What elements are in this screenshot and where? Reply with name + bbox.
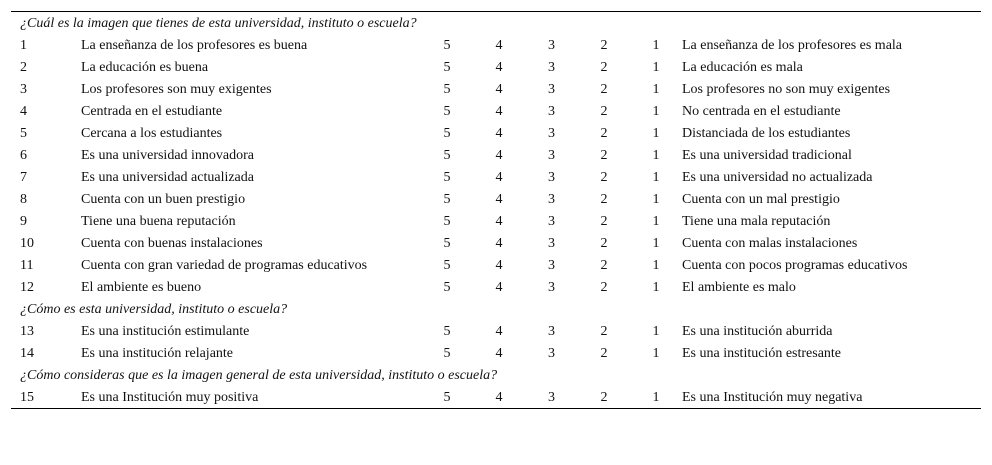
positive-statement: Cercana a los estudiantes (81, 126, 223, 141)
score-option: 2 (600, 82, 608, 97)
table-row (11, 188, 981, 210)
negative-statement: La educación es mala (682, 60, 803, 75)
score-option: 2 (600, 280, 608, 295)
score-option: 1 (652, 60, 660, 75)
section-title: ¿Cómo consideras que es la imagen general de esta universidad, instituto o escuela? (20, 368, 498, 383)
score-option: 2 (600, 324, 608, 339)
score-option: 5 (443, 280, 451, 295)
score-option: 3 (548, 258, 555, 273)
score-option: 2 (600, 104, 608, 119)
score-option: 1 (652, 126, 660, 141)
score-option: 1 (652, 390, 660, 405)
score-option: 5 (443, 324, 451, 339)
score-option: 3 (548, 346, 555, 361)
positive-statement: Centrada en el estudiante (81, 104, 223, 119)
item-number: 11 (20, 258, 34, 273)
score-option: 2 (600, 236, 608, 251)
score-option: 2 (600, 258, 608, 273)
item-number: 10 (20, 236, 34, 251)
score-option: 2 (600, 38, 608, 53)
score-option: 3 (548, 324, 555, 339)
score-option: 2 (600, 346, 608, 361)
table-row (11, 210, 981, 232)
item-number: 7 (20, 170, 27, 185)
table-row (11, 56, 981, 78)
positive-statement: La enseñanza de los profesores es buena (81, 38, 308, 53)
score-option: 3 (548, 148, 555, 163)
score-option: 5 (443, 60, 451, 75)
score-option: 5 (443, 104, 451, 119)
score-option: 4 (495, 390, 503, 405)
table-row (11, 232, 981, 254)
score-option: 1 (652, 82, 660, 97)
table-row (11, 78, 981, 100)
negative-statement: Es una institución estresante (682, 346, 842, 361)
score-option: 1 (652, 280, 660, 295)
positive-statement: Los profesores son muy exigentes (81, 82, 272, 97)
negative-statement: La enseñanza de los profesores es mala (682, 38, 903, 53)
table-row (11, 276, 981, 298)
table-row (11, 122, 981, 144)
positive-statement: Cuenta con un buen prestigio (81, 192, 246, 207)
negative-statement: No centrada en el estudiante (682, 104, 841, 119)
item-number: 12 (20, 280, 34, 295)
score-option: 5 (443, 192, 451, 207)
item-number: 4 (20, 104, 27, 119)
section-header-row (11, 298, 981, 320)
item-number: 15 (20, 390, 34, 405)
score-option: 1 (652, 104, 660, 119)
positive-statement: La educación es buena (81, 60, 209, 75)
score-option: 4 (495, 38, 503, 53)
score-option: 5 (443, 258, 451, 273)
score-option: 4 (495, 324, 503, 339)
score-option: 1 (652, 148, 660, 163)
score-option: 4 (495, 170, 503, 185)
score-option: 1 (652, 236, 660, 251)
score-option: 5 (443, 236, 451, 251)
item-number: 9 (20, 214, 27, 229)
positive-statement: Es una institución relajante (81, 346, 234, 361)
negative-statement: Distanciada de los estudiantes (682, 126, 851, 141)
score-option: 5 (443, 170, 451, 185)
survey-table-container (11, 11, 981, 409)
score-option: 1 (652, 346, 660, 361)
survey-body (11, 12, 981, 408)
score-option: 3 (548, 214, 555, 229)
score-option: 4 (495, 346, 503, 361)
score-option: 4 (495, 148, 503, 163)
section-title: ¿Cuál es la imagen que tienes de esta universidad, instituto o escuela? (20, 16, 417, 31)
score-option: 5 (443, 38, 451, 53)
score-option: 2 (600, 170, 608, 185)
positive-statement: Tiene una buena reputación (81, 214, 236, 229)
item-number: 5 (20, 126, 27, 141)
section-header-row (11, 364, 981, 386)
table-row (11, 254, 981, 276)
score-option: 4 (495, 104, 503, 119)
score-option: 3 (548, 192, 555, 207)
score-option: 2 (600, 148, 608, 163)
score-option: 1 (652, 214, 660, 229)
positive-statement: El ambiente es bueno (81, 280, 202, 295)
score-option: 3 (548, 82, 555, 97)
score-option: 2 (600, 60, 608, 75)
item-number: 6 (20, 148, 27, 163)
survey-table (11, 12, 981, 408)
score-option: 3 (548, 126, 555, 141)
score-option: 4 (495, 236, 503, 251)
positive-statement: Cuenta con buenas instalaciones (81, 236, 263, 251)
score-option: 3 (548, 104, 555, 119)
positive-statement: Es una institución estimulante (81, 324, 250, 339)
score-option: 2 (600, 390, 608, 405)
negative-statement: Cuenta con malas instalaciones (682, 236, 858, 251)
table-row (11, 166, 981, 188)
score-option: 4 (495, 280, 503, 295)
table-row (11, 34, 981, 56)
score-option: 1 (652, 38, 660, 53)
score-option: 4 (495, 258, 503, 273)
table-row (11, 320, 981, 342)
negative-statement: Los profesores no son muy exigentes (682, 82, 891, 97)
item-number: 3 (20, 82, 27, 97)
score-option: 5 (443, 214, 451, 229)
positive-statement: Cuenta con gran variedad de programas educativos (81, 258, 368, 273)
negative-statement: Cuenta con pocos programas educativos (682, 258, 908, 273)
table-row (11, 342, 981, 364)
score-option: 5 (443, 126, 451, 141)
score-option: 4 (495, 126, 503, 141)
score-option: 3 (548, 280, 555, 295)
score-option: 4 (495, 192, 503, 207)
section-header-row (11, 12, 981, 34)
negative-statement: Es una institución aburrida (682, 324, 833, 339)
table-row (11, 386, 981, 408)
negative-statement: Es una universidad tradicional (682, 148, 852, 163)
score-option: 2 (600, 192, 608, 207)
score-option: 4 (495, 60, 503, 75)
negative-statement: Cuenta con un mal prestigio (682, 192, 840, 207)
score-option: 1 (652, 324, 660, 339)
item-number: 14 (20, 346, 34, 361)
score-option: 3 (548, 236, 555, 251)
negative-statement: Es una Institución muy negativa (682, 390, 863, 405)
positive-statement: Es una universidad actualizada (81, 170, 254, 185)
item-number: 2 (20, 60, 27, 75)
score-option: 4 (495, 214, 503, 229)
item-number: 8 (20, 192, 27, 207)
positive-statement: Es una universidad innovadora (81, 148, 255, 163)
score-option: 2 (600, 126, 608, 141)
table-row (11, 100, 981, 122)
score-option: 1 (652, 258, 660, 273)
negative-statement: El ambiente es malo (682, 280, 796, 295)
score-option: 3 (548, 38, 555, 53)
score-option: 2 (600, 214, 608, 229)
score-option: 1 (652, 192, 660, 207)
score-option: 5 (443, 390, 451, 405)
positive-statement: Es una Institución muy positiva (81, 390, 259, 405)
item-number: 13 (20, 324, 34, 339)
score-option: 5 (443, 346, 451, 361)
negative-statement: Es una universidad no actualizada (682, 170, 873, 185)
negative-statement: Tiene una mala reputación (682, 214, 831, 229)
score-option: 1 (652, 170, 660, 185)
section-title: ¿Cómo es esta universidad, instituto o escuela? (20, 302, 288, 317)
score-option: 5 (443, 148, 451, 163)
item-number: 1 (20, 38, 27, 53)
table-row (11, 144, 981, 166)
score-option: 3 (548, 170, 555, 185)
score-option: 5 (443, 82, 451, 97)
score-option: 3 (548, 390, 555, 405)
score-option: 3 (548, 60, 555, 75)
score-option: 4 (495, 82, 503, 97)
